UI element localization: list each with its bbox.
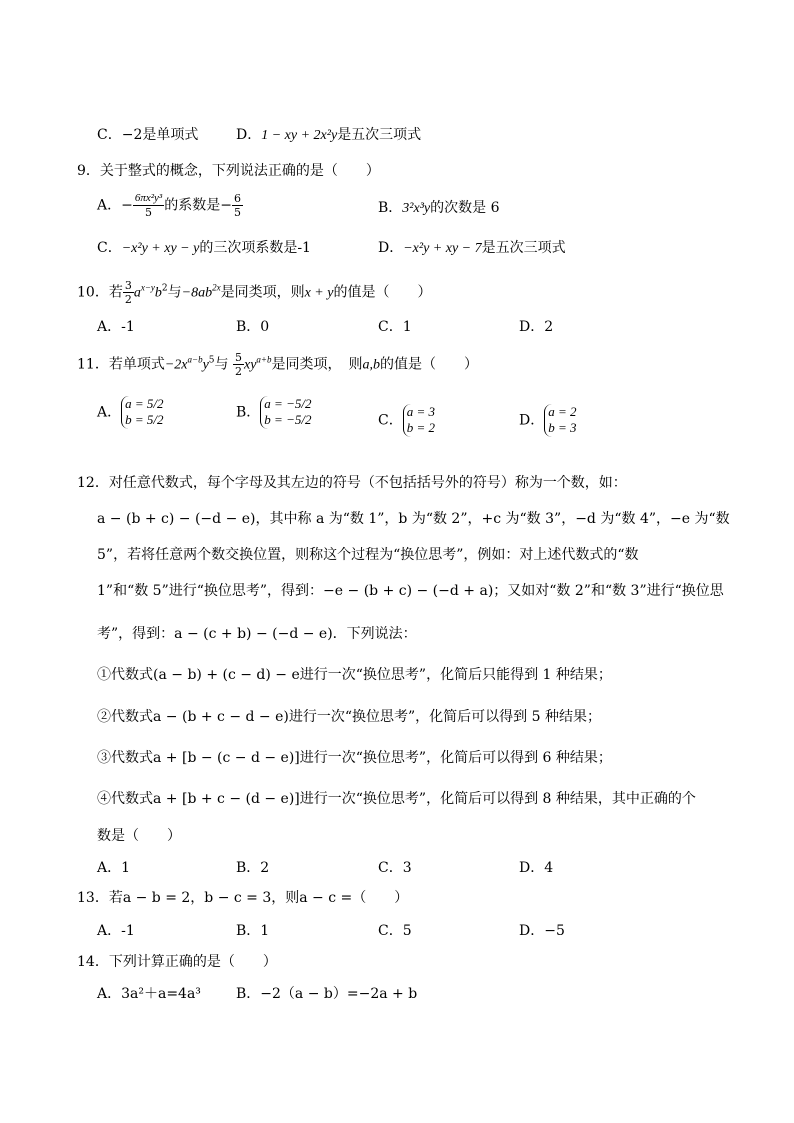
q9-option-b-label: B． [378,200,403,216]
q12-line2: a − (b + c) − (−d − e)，其中称 a 为“数 1”，b 为“数 2”，+c 为“数 3”，−d 为“数 4”，−e 为“数 [97,511,730,527]
q9-option-b [378,201,499,216]
q11-a-row1: a = 5/2 [125,396,164,411]
q8-option-d-math: 1 − xy + 2x²y [261,128,338,143]
q11-fraction [233,352,244,377]
q10-mono1b: b [154,285,162,301]
q9-option-c [97,241,311,256]
q11-b-row1: a = −5/2 [264,396,312,411]
q11-d-row2: b = 3 [548,420,577,436]
q11-option-a [97,396,164,429]
q12-statement1: ①代数式(a − b) + (c − d) − e进行一次“换位思考”，化简后只能得到 1 种结果； [97,667,612,683]
q9-a-denominator2: 5 [233,206,241,219]
q9-option-c-suffix: 的三次项系数是-1 [199,240,311,256]
q10-option-c: C．1 [378,319,412,335]
q10-mono2: −8ab [181,285,213,301]
q9-option-a: A．− $\frac{\text{6πx²y³}}{5}$ 的系数是− $\frac{6}{5}$ [97,192,241,219]
q10-option-b: B．0 [236,319,270,335]
q11-option-c [378,404,435,437]
q14-option-a: A．3a²＋a=4a³ [97,986,201,1002]
q11-mono1b-exp: 5 [208,355,215,366]
q11-option-d [519,404,577,437]
q10-mid: 与 [167,284,182,301]
q10-xy: x + y [304,285,334,301]
q11-option-b-system [260,396,311,429]
q9-stem: 9．关于整式的概念，下列说法正确的是（ ） [77,163,380,179]
q12-option-d: D．4 [519,860,554,876]
q8-option-c [97,128,198,142]
q10-mono1: a [133,285,141,301]
q8-option-d-suffix: 是五次三项式 [337,127,422,143]
q11-mono2: xy [243,357,257,373]
q9-option-d [378,241,566,256]
q12-line4: 1”和“数 5”进行“换位思考”，得到：−e − (b + c) − (−d + a)；又如对“数 2”和“数 3”进行“换位思 [97,583,724,599]
q11-tail2: 的值是（ ） [380,356,478,373]
q11-mono1-exp: a−b [187,354,203,365]
q10-mono1-exp: x−y [140,282,155,293]
q10-numerator: 3 [124,279,132,292]
q11-numerator: 5 [234,351,242,364]
q12-option-b: B．2 [236,860,270,876]
q14-option-b: B．−2（a − b）=−2a + b [236,986,418,1002]
q12-line5: 考”，得到：a − (c + b) − (−d − e)．下列说法： [97,626,417,642]
q11-option-a-label: A． [97,404,122,421]
q11-option-c-label: C． [378,412,403,429]
q11-denominator: 2 [234,365,242,378]
q11-option-b [236,396,311,429]
q9-a-denominator: 5 [145,206,153,219]
q9-option-d-math: −x²y + xy − 7 [403,241,482,256]
q9-option-c-math: −x²y + xy − y [121,241,200,256]
q11-mid: 与 [214,356,229,373]
q11-option-d-label: D． [519,412,545,429]
q11-option-d-system [544,404,576,437]
q13-option-d: D．−5 [519,923,565,939]
q9-option-b-math: 3²x³y [402,201,431,216]
q10-fraction [123,280,134,305]
q11-stem [77,352,478,377]
q9-option-b-suffix: 的次数是 6 [430,200,500,216]
q11-option-a-system [121,396,163,429]
q12-statement3: ③代数式a + [b − (c − d − e)]进行一次“换位思考”，化简后可以得到 6 种结果； [97,750,612,766]
q8-option-d-label: D． [236,127,262,143]
q9-a-numerator: 6πx²y³ [134,192,163,204]
q14-stem: 14．下列计算正确的是（ ） [77,954,277,970]
q12-option-a: A．1 [97,860,131,876]
q10-denominator: 2 [124,293,132,306]
q9-option-a-label: A． [97,197,122,214]
q9-a-fraction2 [232,193,243,218]
q10-prefix: 10．若 [77,284,123,301]
q9-a-numerator2: 6 [233,192,241,205]
q10-stem [77,280,431,305]
q11-option-c-system [403,404,435,437]
q11-a-row2: b = 5/2 [125,412,164,428]
q11-c-row1: a = 3 [406,404,435,419]
q10-option-d: D．2 [519,319,554,335]
q10-tail2: 的值是（ ） [333,284,432,301]
q8-option-d [236,128,421,143]
q12-option-c: C．3 [378,860,412,876]
q11-d-row1: a = 2 [548,404,577,419]
q13-stem: 13．若a − b = 2，b − c = 3，则a − c =（ ） [77,890,409,906]
q12-line1: 12．对任意代数式，每个字母及其左边的符号（不包括括号外的符号）称为一个数，如： [77,475,627,491]
q10-mono2-exp: 2x [212,282,221,293]
q11-mono1b: y [202,357,209,373]
q9-option-d-suffix: 是五次三项式 [481,240,566,256]
q11-option-b-label: B． [236,404,261,421]
q9-option-c-label: C． [97,240,122,256]
q12-statement2: ②代数式a − (b + c − d − e)进行一次“换位思考”，化简后可以得到 5 种结果； [97,709,601,725]
q9-a-fraction [133,193,164,218]
q12-statement4: ④代数式a + [b + c − (d − e)]进行一次“换位思考”，化简后可以得到 8 种结果，其中正确的个 [97,791,696,807]
q11-ab: a,b [362,357,380,373]
q11-mono1: −2x [164,357,188,373]
q12-statement5: 数是（ ） [97,828,181,844]
q11-tail1: 是同类项， 则 [271,356,363,373]
q13-option-a: A．-1 [97,923,135,939]
q11-b-row2: b = −5/2 [264,412,312,428]
q9-option-d-label: D． [378,240,404,256]
q9-a-mid: 的系数是 [164,197,221,214]
q11-prefix: 11．若单项式 [77,356,165,373]
q10-option-a: A．-1 [97,319,135,335]
q10-mono1b-exp: 2 [161,283,168,294]
q13-option-b: B．1 [236,923,270,939]
q12-line3: 5”，若将任意两个数交换位置，则称这个过程为“换位思考”，例如：对上述代数式的“数 [97,547,639,563]
q8-option-c-text: C．−2是单项式 [97,127,199,143]
q11-c-row2: b = 2 [406,420,435,436]
q13-option-c: C．5 [378,923,412,939]
q10-tail1: 是同类项，则 [220,284,305,301]
q11-mono2-exp: a+b [256,354,272,365]
